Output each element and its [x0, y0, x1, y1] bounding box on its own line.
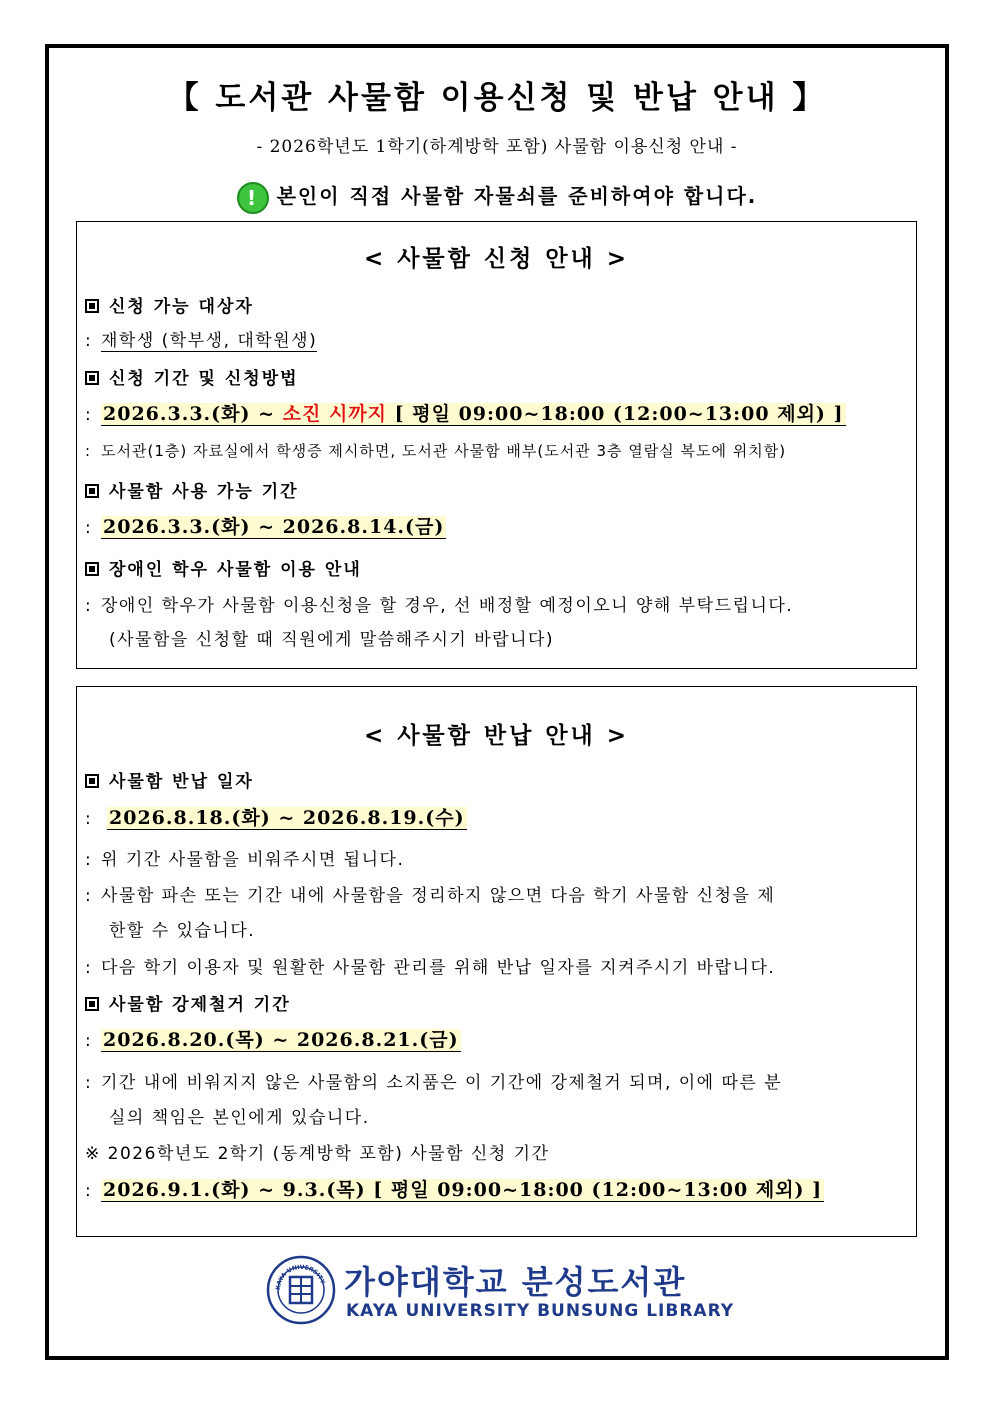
apply-period: : 2026.3.3.(화) ~ 소진 시까지 [ 평일 09:00~18:00 (12:00~13:00 제외) ]	[85, 403, 844, 425]
removal-period: : 2026.8.20.(목) ~ 2026.8.21.(금)	[85, 1029, 459, 1051]
return-note-2: : 사물함 파손 또는 기간 내에 사물함을 정리하지 않으면 다음 학기 사물함 신청을 제	[85, 886, 776, 906]
return-note-2-text: 사물함 파손 또는 기간 내에 사물함을 정리하지 않으면 다음 학기 사물함 신청을 제	[101, 886, 776, 906]
return-note-2-cont: 한할 수 있습니다.	[109, 921, 256, 941]
lock-notice	[49, 180, 945, 214]
page-subtitle: - 2026학년도 1학기(하계방학 포함) 사물함 이용신청 안내 -	[256, 137, 738, 157]
apply-title: < 사물함 신청 안내 >	[363, 246, 630, 272]
library-footer	[266, 1255, 736, 1335]
university-seal-icon	[266, 1255, 336, 1325]
disabled-note-1: : 장애인 학우가 사물함 이용신청을 할 경우, 선 배정할 예정이오니 양해 부탁드립니다.	[85, 596, 794, 616]
return-title: < 사물함 반납 안내 >	[363, 723, 630, 749]
period-heading-text: 신청 기간 및 신청방법	[109, 369, 299, 389]
period-start: 2026.3.3.(화) ~	[103, 403, 283, 425]
removal-note-text: 기간 내에 비워지지 않은 사물함의 소지품은 이 기간에 강제철거 되며, 이에 따른 분	[101, 1073, 783, 1093]
square-bullet-icon	[85, 484, 99, 498]
use-period: : 2026.3.3.(화) ~ 2026.8.14.(금)	[85, 516, 445, 538]
use-period-value: 2026.3.3.(화) ~ 2026.8.14.(금)	[103, 516, 445, 538]
apply-section	[76, 221, 917, 669]
period-heading	[85, 364, 908, 389]
library-name-ko: 가야대학교 분성도서관	[344, 1263, 687, 1301]
return-note-1: : 위 기간 사물함을 비워주시면 됩니다.	[85, 850, 405, 870]
return-note-3-text: 다음 학기 이용자 및 원활한 사물함 관리를 위해 반납 일자를 지켜주시기 바랍니다.	[101, 958, 776, 978]
removal-note-cont: 실의 책임은 본인에게 있습니다.	[109, 1108, 370, 1128]
return-date: : 2026.8.18.(화) ~ 2026.8.19.(수)	[85, 807, 465, 829]
return-note-1-text: 위 기간 사물함을 비워주시면 됩니다.	[101, 850, 405, 870]
apply-method-text: 도서관(1층) 자료실에서 학생증 제시하면, 도서관 사물함 배부(도서관 3층 열람실 복도에 위치함)	[101, 442, 787, 460]
return-date-value: 2026.8.18.(화) ~ 2026.8.19.(수)	[109, 807, 465, 829]
eligibility-value: 재학생 (학부생, 대학원생)	[101, 331, 318, 351]
removal-note: : 기간 내에 비워지지 않은 사물함의 소지품은 이 기간에 강제철거 되며, 이에 따른 분	[85, 1073, 783, 1093]
disabled-note-1-text: 장애인 학우가 사물함 이용신청을 할 경우, 선 배정할 예정이오니 양해 부탁드립니다.	[101, 596, 794, 616]
square-bullet-icon	[85, 299, 99, 313]
return-date-heading-text: 사물함 반납 일자	[109, 772, 254, 792]
removal-period-value: 2026.8.20.(목) ~ 2026.8.21.(금)	[103, 1029, 459, 1051]
eligibility-text: : 재학생 (학부생, 대학원생)	[85, 331, 318, 351]
removal-heading-text: 사물함 강제철거 기간	[109, 995, 291, 1015]
notice-frame	[45, 44, 949, 1360]
next-semester-heading: ※ 2026학년도 2학기 (동계방학 포함) 사물함 신청 기간	[85, 1144, 550, 1164]
eligibility-heading-text: 신청 가능 대상자	[109, 297, 254, 317]
period-until-exhausted: 소진 시까지	[282, 403, 388, 425]
next-semester-period: : 2026.9.1.(화) ~ 9.3.(목) [ 평일 09:00~18:00 (12:00~13:00 제외) ]	[85, 1179, 823, 1201]
exclamation-icon: !	[237, 182, 269, 214]
square-bullet-icon	[85, 997, 99, 1011]
seal-text: KAYA UNIVERSITY	[274, 1263, 326, 1291]
square-bullet-icon	[85, 371, 99, 385]
period-hours: [ 평일 09:00~18:00 (12:00~13:00 제외) ]	[387, 403, 844, 425]
return-date-heading	[85, 767, 908, 792]
return-note-3: : 다음 학기 이용자 및 원활한 사물함 관리를 위해 반납 일자를 지켜주시기 바랍니다.	[85, 958, 776, 978]
square-bullet-icon	[85, 774, 99, 788]
disabled-heading	[85, 555, 908, 580]
disabled-heading-text: 장애인 학우 사물함 이용 안내	[109, 560, 362, 580]
use-period-heading	[85, 477, 908, 502]
library-name-en: KAYA UNIVERSITY BUNSUNG LIBRARY	[346, 1301, 735, 1321]
apply-method: : 도서관(1층) 자료실에서 학생증 제시하면, 도서관 사물함 배부(도서관 3층 열람실 복도에 위치함)	[85, 442, 787, 460]
return-section	[76, 686, 917, 1237]
next-semester-period-value: 2026.9.1.(화) ~ 9.3.(목) [ 평일 09:00~18:00 (12:00~13:00 제외) ]	[103, 1179, 823, 1201]
square-bullet-icon	[85, 562, 99, 576]
page-title: 【 도서관 사물함 이용신청 및 반납 안내 】	[167, 80, 827, 116]
removal-heading	[85, 990, 908, 1015]
use-period-heading-text: 사물함 사용 가능 기간	[109, 482, 299, 502]
lock-notice-text: 본인이 직접 사물함 자물쇠를 준비하여야 합니다.	[276, 184, 758, 208]
disabled-note-2: (사물함을 신청할 때 직원에게 말씀해주시기 바랍니다)	[109, 630, 555, 650]
eligibility-heading	[85, 292, 908, 317]
